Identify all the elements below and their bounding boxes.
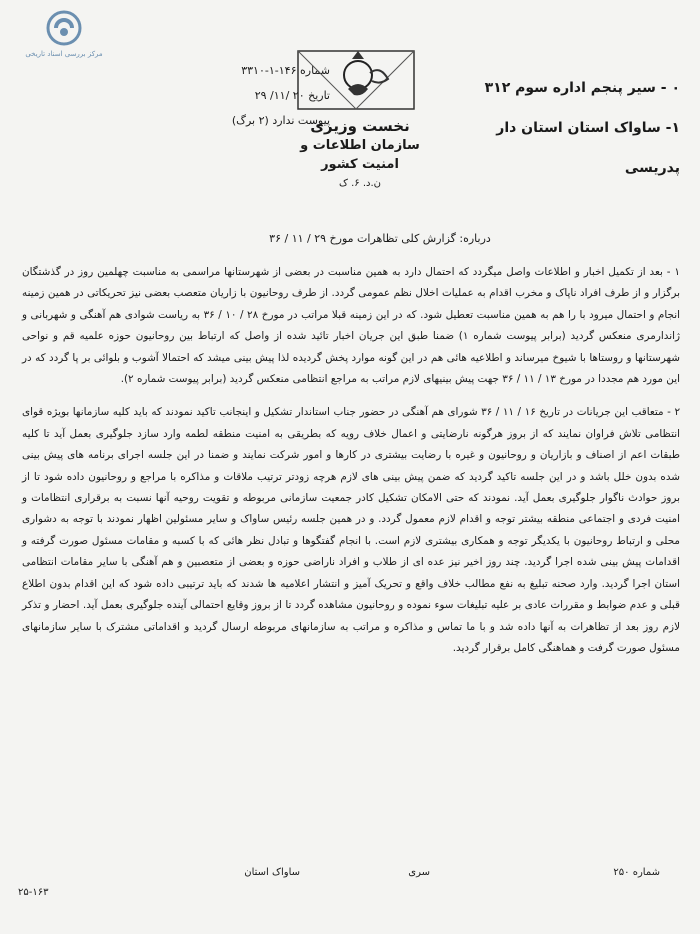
lion-and-sun-emblem-icon (296, 45, 416, 115)
recipient-line-1: ۰ - سیر پنجم اداره سوم ۳۱۲ (484, 80, 680, 96)
recipients (445, 68, 680, 188)
footer-stamps (40, 867, 680, 897)
watermark (14, 10, 114, 58)
subject-line: درباره: گزارش کلی تظاهرات مورخ ۲۹ / ۱۱ / ۳۶ (269, 232, 491, 245)
agency-line-1: نخست وزیری (310, 117, 410, 135)
recipient-line-2: ۱- ساواک استان استان دار پدریسی (496, 120, 680, 176)
watermark-text: مرکز بررسی اسناد تاریخی (25, 50, 103, 58)
document-attachment: پیوست ندارد (۲ برگ) (231, 114, 330, 127)
paragraph-1: ۱ - بعد از تکمیل اخبار و اطلاعات واصل میگردد که احتمال دارد به همین مناسبت در بعضی از شهرستانها مراسمی به مناسبت چهلمین روز در گذشتگان برگزار و از طرف افراد ناپاک و مخرب اقدام به عملیات اخلال نظم عمومی گردد. از طرف روحانیون با زاریان متعصب بعضی نیز تحریکاتی در همین زمینه انجام و احتمال میرود با را هم به همین مناسبت تعطیل شود. که در این زمینه قبلا مراتب در مورخ ۲۸ / ۱۰ / ۳۶ به ریاست شوادی هم آهنگی و شهربانی و ژاندارمری منعکس گردید (برابر پیوست شماره ۱) ضمنا طبق این جریان اخبار تائید شده از واصل که ارتباط بین روحانیون حوزه علمیه قم و نواحی شهرستانها و روستاها با شیوخ میرساند و اطلاعیه هائی هم در این گونه موارد پخش گردیده لذا پیش بینی میشد که احتمالا آشوب و بلوائی بر پا گردد که در این مورد هم مجددا در مورخ ۱۳ / ۱۱ / ۳۶ جهت پیش بینیهای لازم مراتب به مراجع انتظامی منعکس گردید (برابر پیوست شماره ۲). (22, 266, 680, 386)
paragraph-2: ۲ - متعاقب این جریانات در تاریخ ۱۶ / ۱۱ / ۳۶ شورای هم آهنگی در حضور جناب استاندار تشکیل و اینجانب تاکید نمودند که باید کلیه سازمانها بویژه قوای انتظامی تلاش فراوان نمایند که از بروز هرگونه نارضایتی و اعمال خلاف رویه که بطریقی به امنیت منطقه لطمه وارد سازد جلوگیری بعمل آید تا کلیه طبقات اعم از اصناف و بازاریان و روحانیون و غیره با رضایت بیشتری در کارها و امور شرکت نمایند و ضمنا در این جلسه اجرای برنامه های پیش بینی شده بدون خلل باشد و در این جلسه تاکید گردید که ضمن پیش بینی های لازم هرچه زودتر ترتیب ملاقات و مذاکره با مراجع و روحانیون داده شود تا از بروز حوادث ناگوار جلوگیری بعمل آید. نمودند که حتی الامکان تشکیل کادر جمعیت سازمانی مربوطه و تقویت روحیه آنها نسبت به برقراری انتظامات و امنیت فردی و اجتماعی منطقه بیشتر توجه و اقدام لازم معمول گردد. و در همین جلسه رئیس ساواک و سایر مسئولین اظهار نمودند با توجه به دشواری محلی و ارتباط روحانیون با یکدیگر توجه و همکاری بیشتری لازم است. با انجام گفتگوها و تبادل نظر هائی که با کسبه و مقامات مسئول صورت گرفته و اقدامات پیش بینی شده اجرا گردید. چند روز اخیر نیز عده ای از طلاب و افراد ناراضی حوزه و بعضی از متعصبین و هم آهنگی با سایر مقامات انتظامی استان اجرا گردید. وارد صحنه تبلیغ به نفع مطالب خلاف واقع و تحریک آمیز و انتشار اعلامیه ها شدند که باید ترتیبی داده شود که این اقدام بدون اطلاع قبلی و عدم ضوابط و مقررات عادی بر علیه تبلیغات سوء نموده و روحانیون مشاهده گردد تا از بروز وقایع احتمالی آینده جلوگیری بعمل آید. احضار و تذکر لازم روز بعد از تظاهرات به آنها داده شد و با ما تماس و مذاکره و مراتب به سازمانهای مربوطه ارسال گردید و اقداماتی مشترک با سایر سازمانهای مسئول صورت گرفت و هماهنگی کامل برقرار گردید. (22, 406, 681, 654)
agency-line-3: ن.د. ۶. ک (338, 178, 382, 189)
agency-line-2: سازمان اطلاعات و امنیت کشور (300, 138, 420, 172)
archive-logo-icon (46, 10, 82, 46)
footer-stamp-1: شماره ۲۵۰ (613, 867, 660, 878)
footer-stamp-3: ساواک استان (244, 867, 300, 878)
agency-header (280, 117, 440, 193)
document-number: شماره ۱۴۶-۱-۳۳۱۰ (241, 64, 330, 77)
file-number: ۲۵-۱۶۳ (18, 887, 49, 898)
footer-stamp-2: سری (408, 867, 430, 878)
document-date: تاریخ ۲۰ /۱۱/ ۲۹ (254, 89, 330, 102)
document-body (22, 262, 680, 659)
